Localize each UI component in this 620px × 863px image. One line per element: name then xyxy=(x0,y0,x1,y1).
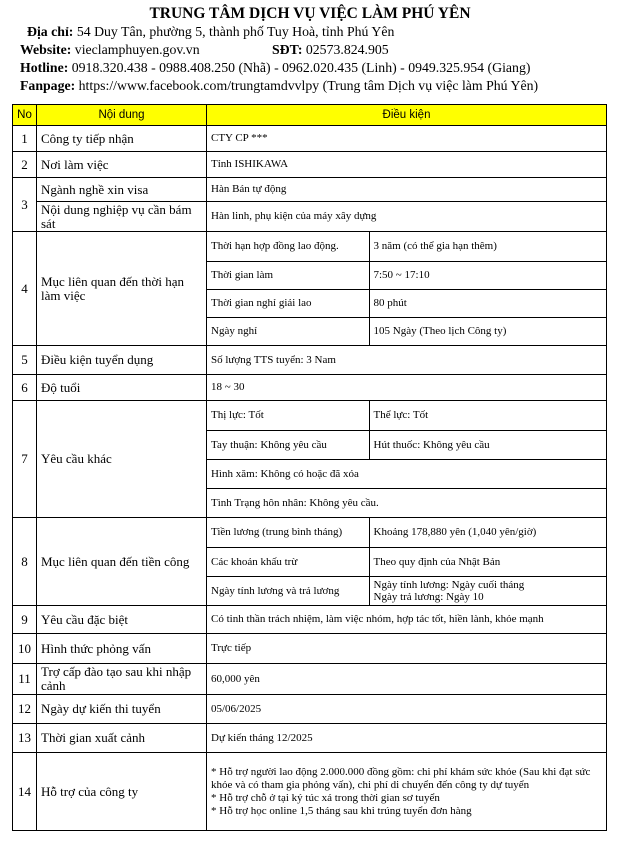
table-row: 1 Công ty tiếp nhận CTY CP *** xyxy=(13,126,607,152)
other-requirements-subtable: Thị lực: Tốt Thể lực: Tốt Tay thuận: Không yêu cầu Hút thuốc: Không yêu cầu Hình xăm: Không có hoặc đã xóa Tình Trạng hôn nhân: Không yêu cầu. xyxy=(207,401,606,517)
table-row: 10 Hình thức phỏng vấn Trực tiếp xyxy=(13,634,607,664)
job-conditions-table xyxy=(12,104,607,831)
work-period-subtable: Thời hạn hợp đồng lao động. 3 năm (có thể gia hạn thêm) Thời gian làm 7:50 ~ 17:10 Thời gian nghỉ giải lao 80 phút Ngày nghỉ 105 Ngày (Theo lịch Công ty) xyxy=(207,232,606,345)
fanpage-line: Fanpage: https://www.facebook.com/trungtamdvvlpy (Trung tâm Dịch vụ việc làm Phú Yên) xyxy=(20,78,539,93)
document-header xyxy=(0,0,620,95)
table-row: 6 Độ tuổi 18 ~ 30 xyxy=(13,375,607,401)
table-row: 5 Điều kiện tuyển dụng Số lượng TTS tuyển: 3 Nam xyxy=(13,346,607,375)
table-row: 3 Ngành nghề xin visa Hàn Bán tự động xyxy=(13,178,607,202)
company-support-list: * Hỗ trợ người lao động 2.000.000 đồng gồm: chi phí khám sức khỏe (Sau khi đạt sức khỏe và có tham gia phỏng vấn), chi phí di chuyển đến công ty dự tuyển * Hỗ trợ chỗ ở tại ký túc xá trong thời gian sơ tuyển * Hỗ trợ học online 1,5 tháng sau khi trúng tuyển đơn hàng xyxy=(207,753,607,831)
hotline-line: Hotline: 0918.320.438 - 0988.408.250 (Nhã) - 0962.020.435 (Linh) - 0949.325.954 (Giang) xyxy=(20,60,531,75)
table-row: 2 Nơi làm việc Tỉnh ISHIKAWA xyxy=(13,152,607,178)
table-row: 9 Yêu cầu đặc biệt Có tinh thần trách nhiệm, làm việc nhóm, hợp tác tốt, hiền lành, khỏe mạnh xyxy=(13,606,607,634)
website-line: Website: vieclamphuyen.gov.vn SĐT: 02573.824.905 xyxy=(20,42,389,57)
table-row: 12 Ngày dự kiến thi tuyển 05/06/2025 xyxy=(13,695,607,724)
table-row: 13 Thời gian xuất cảnh Dự kiến tháng 12/2025 xyxy=(13,724,607,753)
website-link[interactable]: vieclamphuyen.gov.vn xyxy=(71,42,200,57)
table-header xyxy=(13,105,607,126)
table-row: 8 Mục liên quan đến tiền công Tiền lương (trung bình tháng) Khoảng 178,880 yên (1,040 yên/giờ) Các khoản khấu trừ Theo quy định của Nhật Bản Ngày tính lương và trả lương Ngày tính lương: Ngày cuối tháng Ngày trả lương: Ngày 10 xyxy=(13,518,607,606)
col-condition: Điều kiện xyxy=(207,105,607,126)
address-line: Địa chỉ: 54 Duy Tân, phường 5, thành phố Tuy Hoà, tỉnh Phú Yên xyxy=(27,24,395,39)
table-row: 11 Trợ cấp đào tạo sau khi nhập cảnh 60,000 yên xyxy=(13,664,607,695)
col-content: Nội dung xyxy=(37,105,207,126)
col-no: No xyxy=(13,105,37,126)
page-title: TRUNG TÂM DỊCH VỤ VIỆC LÀM PHÚ YÊN xyxy=(149,5,471,22)
table-row: 4 Mục liên quan đến thời hạn làm việc Thời hạn hợp đồng lao động. 3 năm (có thể gia hạn thêm) Thời gian làm 7:50 ~ 17:10 Thời gian nghỉ giải lao 80 phút Ngày nghỉ 105 Ngày (Theo lịch Công ty) xyxy=(13,232,607,346)
table-row: 7 Yêu cầu khác Thị lực: Tốt Thể lực: Tốt Tay thuận: Không yêu cầu Hút thuốc: Không yêu cầu Hình xăm: Không có hoặc đã xóa Tình Trạng hôn nhân: Không yêu cầu. xyxy=(13,401,607,518)
table-row: 14 Hỗ trợ của công ty * Hỗ trợ người lao động 2.000.000 đồng gồm: chi phí khám sức khỏe (Sau khi đạt sức khỏe và có tham gia phỏng vấn), chi phí di chuyển đến công ty dự tuyển * Hỗ trợ chỗ ở tại ký túc xá trong thời gian sơ tuyển * Hỗ trợ học online 1,5 tháng sau khi trúng tuyển đơn hàng xyxy=(13,753,607,831)
salary-subtable: Tiền lương (trung bình tháng) Khoảng 178,880 yên (1,040 yên/giờ) Các khoản khấu trừ Theo quy định của Nhật Bản Ngày tính lương và trả lương Ngày tính lương: Ngày cuối tháng Ngày trả lương: Ngày 10 xyxy=(207,518,606,605)
fanpage-link[interactable]: https://www.facebook.com/trungtamdvvlpy (Trung tâm Dịch vụ việc làm Phú Yên) xyxy=(75,78,539,93)
phone-number: 02573.824.905 xyxy=(302,42,389,57)
table-row: Nội dung nghiệp vụ cần bám sát Hàn linh, phụ kiện của máy xây dựng xyxy=(13,202,607,232)
